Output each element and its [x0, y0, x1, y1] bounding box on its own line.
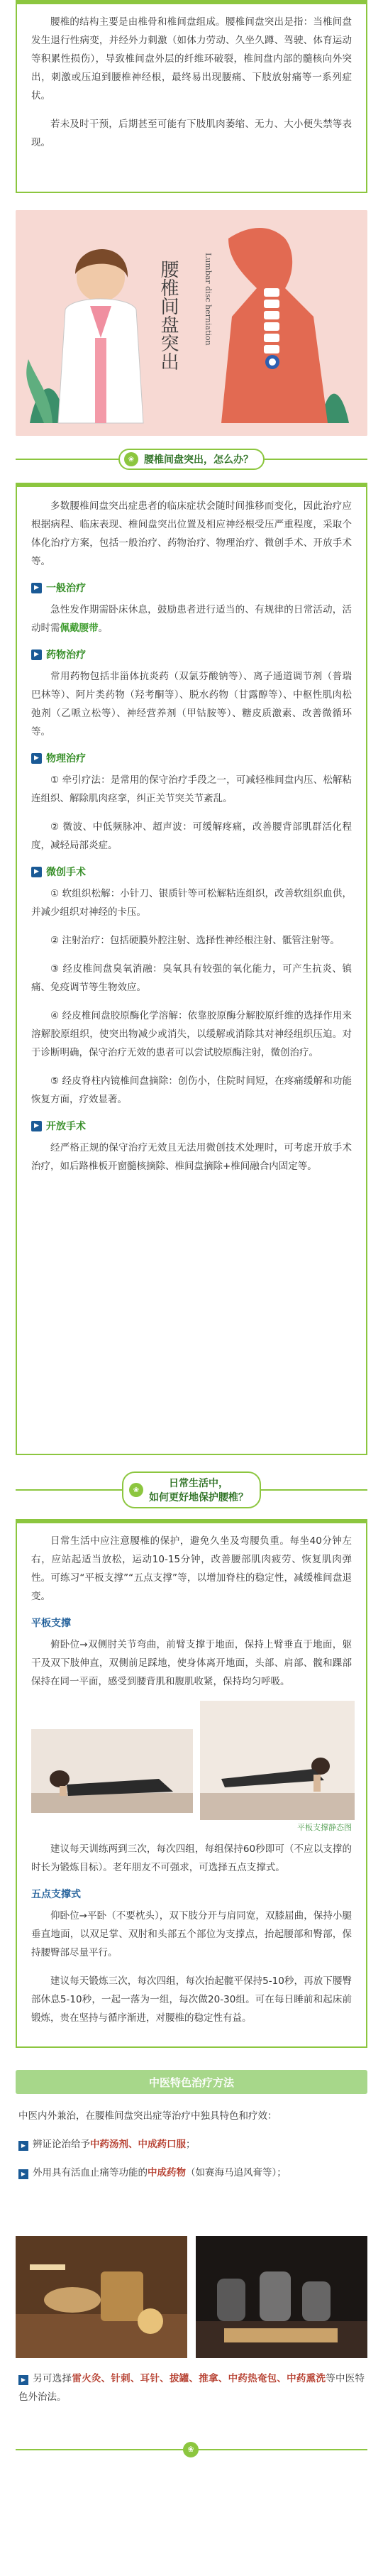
- minimal-item-4: ④ 经皮椎间盘胶原酶化学溶解：依靠胶原酶分解胶原纤维的选择作用来溶解胶原组织，使突出物减少或消失，以缓解或消除其对神经组织压迫。对于诊断明确，保守治疗无效的患者可以尝试胶原酶注射，微创治疗。: [31, 1010, 352, 1058]
- play-icon: ▶: [31, 583, 42, 593]
- leaf-icon: ❀: [124, 452, 138, 466]
- intro-card: [16, 0, 367, 193]
- illustration-subtitle: Lumbar disc herniation: [204, 253, 213, 346]
- play-icon: ▶: [31, 650, 42, 660]
- photo-caption: 平板支撑静态图: [297, 1823, 352, 1832]
- section1-heading-text: 腰椎间盘突出，怎么办？: [144, 454, 253, 466]
- intro-paragraph-1: 腰椎的结构主要是由椎骨和椎间盘组成。腰椎间盘突出是指：当椎间盘发生退行性病变，并经外力刺激（如体力劳动、久坐久蹲、驾驶、体育运动等积累性损伤），导致椎间盘外层的纤维环破裂，椎间盘内部的髓核向外突出，刺激或压迫到腰椎神经根，最终易出现腰痛、下肢放射痛等一系列症状。: [31, 16, 352, 102]
- physio-item-1: ① 牵引疗法：是常用的保守治疗手段之一，可减轻椎间盘内压、松解粘连组织、解除肌肉痉挛，纠正关节突关节紊乱。: [31, 774, 352, 804]
- plank-title: 平板支撑: [31, 1618, 71, 1629]
- five-point-reps: 建议每天锻炼三次，每次四组，每次抬起髋平保持5-10秒，再放下腰臀部休息5-10秒，一起一落为一组，每次做20-30组。可在每日睡前和起床前锻炼，贵在坚持与循序渐进，对腰椎的稳定性有益。: [31, 1975, 352, 2024]
- section3-bullet-1: ▶ 辨证论治给予中药汤剂、中成药口服；: [18, 2135, 365, 2154]
- section2-heading-line2: 如何更好地保护腰椎？: [149, 1492, 248, 1503]
- physio-item-2: ② 微波、中低频脉冲、超声波：可缓解疼痛，改善腰背部肌群活化程度，减轻局部炎症。: [31, 821, 352, 851]
- section3-bullet-2: ▶ 外用具有活血止痛等功能的中成药物（如赛海马追风膏等）；: [18, 2164, 365, 2182]
- section3-content: [16, 2107, 367, 2192]
- plank-photo-left: [31, 1729, 193, 1813]
- minimal-item-3: ③ 经皮椎间盘臭氧消融：臭氧具有较强的氧化能力，可产生抗炎、镇痛、免疫调节等生物效应。: [31, 963, 352, 993]
- drug-treatment-title: ▶ 药物治疗: [31, 647, 352, 662]
- section1-card: [16, 483, 367, 1455]
- section3-content-2: [16, 2369, 367, 2416]
- plank-photo-area: [31, 1701, 352, 1833]
- intro-paragraph-2: 若未及时干预，后期甚至可能有下肢肌肉萎缩、无力、大小便失禁等表现。: [31, 119, 352, 148]
- svg-text:腰椎间盘突出: 腰椎间盘突出: [157, 260, 179, 371]
- section2-intro: 日常生活中应注意腰椎的保护，避免久坐及弯腰负重。每坐40分钟左右，应站起适当放松，运动10-15分钟，改善腰部肌肉疲劳、恢复肌肉弹性。可练习“平板支撑”“五点支撑”等，以增加脊柱的稳定性，减缓椎间盘退变。: [31, 1535, 352, 1602]
- section1-heading: [118, 449, 265, 470]
- play-icon: ▶: [18, 2169, 28, 2179]
- divider-left: [16, 459, 118, 460]
- open-surgery-title: ▶ 开放手术: [31, 1119, 352, 1133]
- general-treatment-text: 急性发作期需卧床休息，鼓励患者进行适当的、有规律的日常活动，活动时需佩戴腰带。: [31, 604, 352, 634]
- section2-heading: [122, 1471, 261, 1508]
- play-icon: ▶: [31, 867, 42, 877]
- cupping-image: [196, 2236, 367, 2358]
- tcm-photo-left: [16, 2236, 187, 2358]
- section2-heading-bar: [16, 1468, 367, 1512]
- leaf-icon: ❀: [129, 1483, 143, 1497]
- plank-reps: 建议每天训练两到三次，每次四组，每组保持60秒即可（不应以支撑的时长为锻炼目标）。老年朋友不可强求，可选择五点支撑式。: [31, 1843, 352, 1873]
- general-treatment-title: ▶ 一般治疗: [31, 581, 352, 595]
- play-icon: ▶: [31, 753, 42, 764]
- divider-right: [265, 459, 367, 460]
- tcm-photo-right: [196, 2236, 367, 2358]
- section3-heading: [16, 2070, 367, 2094]
- section3-heading-bar: 中医特色治疗方法: [16, 2070, 367, 2094]
- footer-leaf-icon: ❀: [183, 2442, 199, 2457]
- minimal-item-1: ① 软组织松解：小针刀、银质针等可松解粘连组织，改善软组织血供，并减少组织对神经的卡压。: [31, 888, 352, 918]
- section2-heading-line1: 日常生活中，: [169, 1478, 228, 1489]
- play-icon: ▶: [18, 2141, 28, 2151]
- section3-intro: 中医内外兼治，在腰椎间盘突出症等治疗中独具特色和疗效：: [18, 2110, 277, 2122]
- divider-left: [16, 1489, 122, 1491]
- minimal-item-5: ⑤ 经皮脊柱内镜椎间盘摘除：创伤小，住院时间短，在疼痛缓解和功能恢复方面，疗效显著。: [31, 1075, 352, 1105]
- section2-card: [16, 1519, 367, 2048]
- doctor-spine-illustration: [16, 210, 367, 436]
- minimal-item-2: ② 注射治疗：包括硬膜外腔注射、选择性神经根注射、骶管注射等。: [50, 935, 340, 946]
- five-point-title: 五点支撑式: [31, 1889, 81, 1900]
- plank-pose-image: [31, 1729, 193, 1813]
- section1-heading-bar: [16, 444, 367, 475]
- divider-right: [261, 1489, 367, 1491]
- drug-treatment-text: 常用药物包括非甾体抗炎药（双氯芬酸钠等）、离子通道调节剂（普瑞巴林等）、阿片类药物（羟考酮等）、脱水药物（甘露醇等）、中枢性肌肉松弛剂（乙哌立松等）、神经营养剂（甲钴胺等）、糖皮质激素、改善微循环等。: [31, 671, 352, 738]
- lumbar-illustration: [16, 210, 367, 436]
- moxibustion-image: [16, 2236, 187, 2358]
- plank-pose-image: [200, 1701, 355, 1820]
- plank-photo-right: [200, 1701, 355, 1820]
- open-surgery-text: 经严格正规的保守治疗无效且无法用微创技术处理时，可考虑开放手术治疗，如后路椎板开窗髓核摘除、椎间盘摘除+椎间融合内固定等。: [31, 1142, 352, 1172]
- minimal-surgery-title: ▶ 微创手术: [31, 865, 352, 879]
- play-icon: ▶: [31, 1121, 42, 1131]
- section1-intro: 多数腰椎间盘突出症患者的临床症状会随时间推移而变化，因此治疗应根据病程、临床表现、椎间盘突出位置及相应神经根受压严重程度，采取个体化治疗方案，包括一般治疗、药物治疗、物理治疗、微创手术、开放手术等。: [31, 500, 352, 567]
- plank-text: 俯卧位→双侧肘关节弯曲，前臂支撑于地面，保持上臂垂直于地面，躯干及双下肢伸直，双侧前足踩地，使身体离开地面，头部、肩部、髋和踝部保持在同一平面，感受到腰背肌和腹肌收紧，保持均匀呼吸。: [31, 1639, 352, 1687]
- physio-treatment-title: ▶ 物理治疗: [31, 751, 352, 765]
- section3-bullet-3: ▶ 另可选择雷火灸、针刺、耳针、拔罐、推拿、中药热奄包、中药熏洗等中医特色外治法。: [18, 2373, 365, 2403]
- five-point-text: 仰卧位→平卧（不要枕头），双下肢分开与肩同宽，双膝屈曲，保持小腿垂直地面，以双足掌、双肘和头部五个部位为支撑点，抬起腰部和臀部，保持腰臀部尽量平行。: [31, 1910, 352, 1958]
- play-icon: ▶: [18, 2375, 28, 2385]
